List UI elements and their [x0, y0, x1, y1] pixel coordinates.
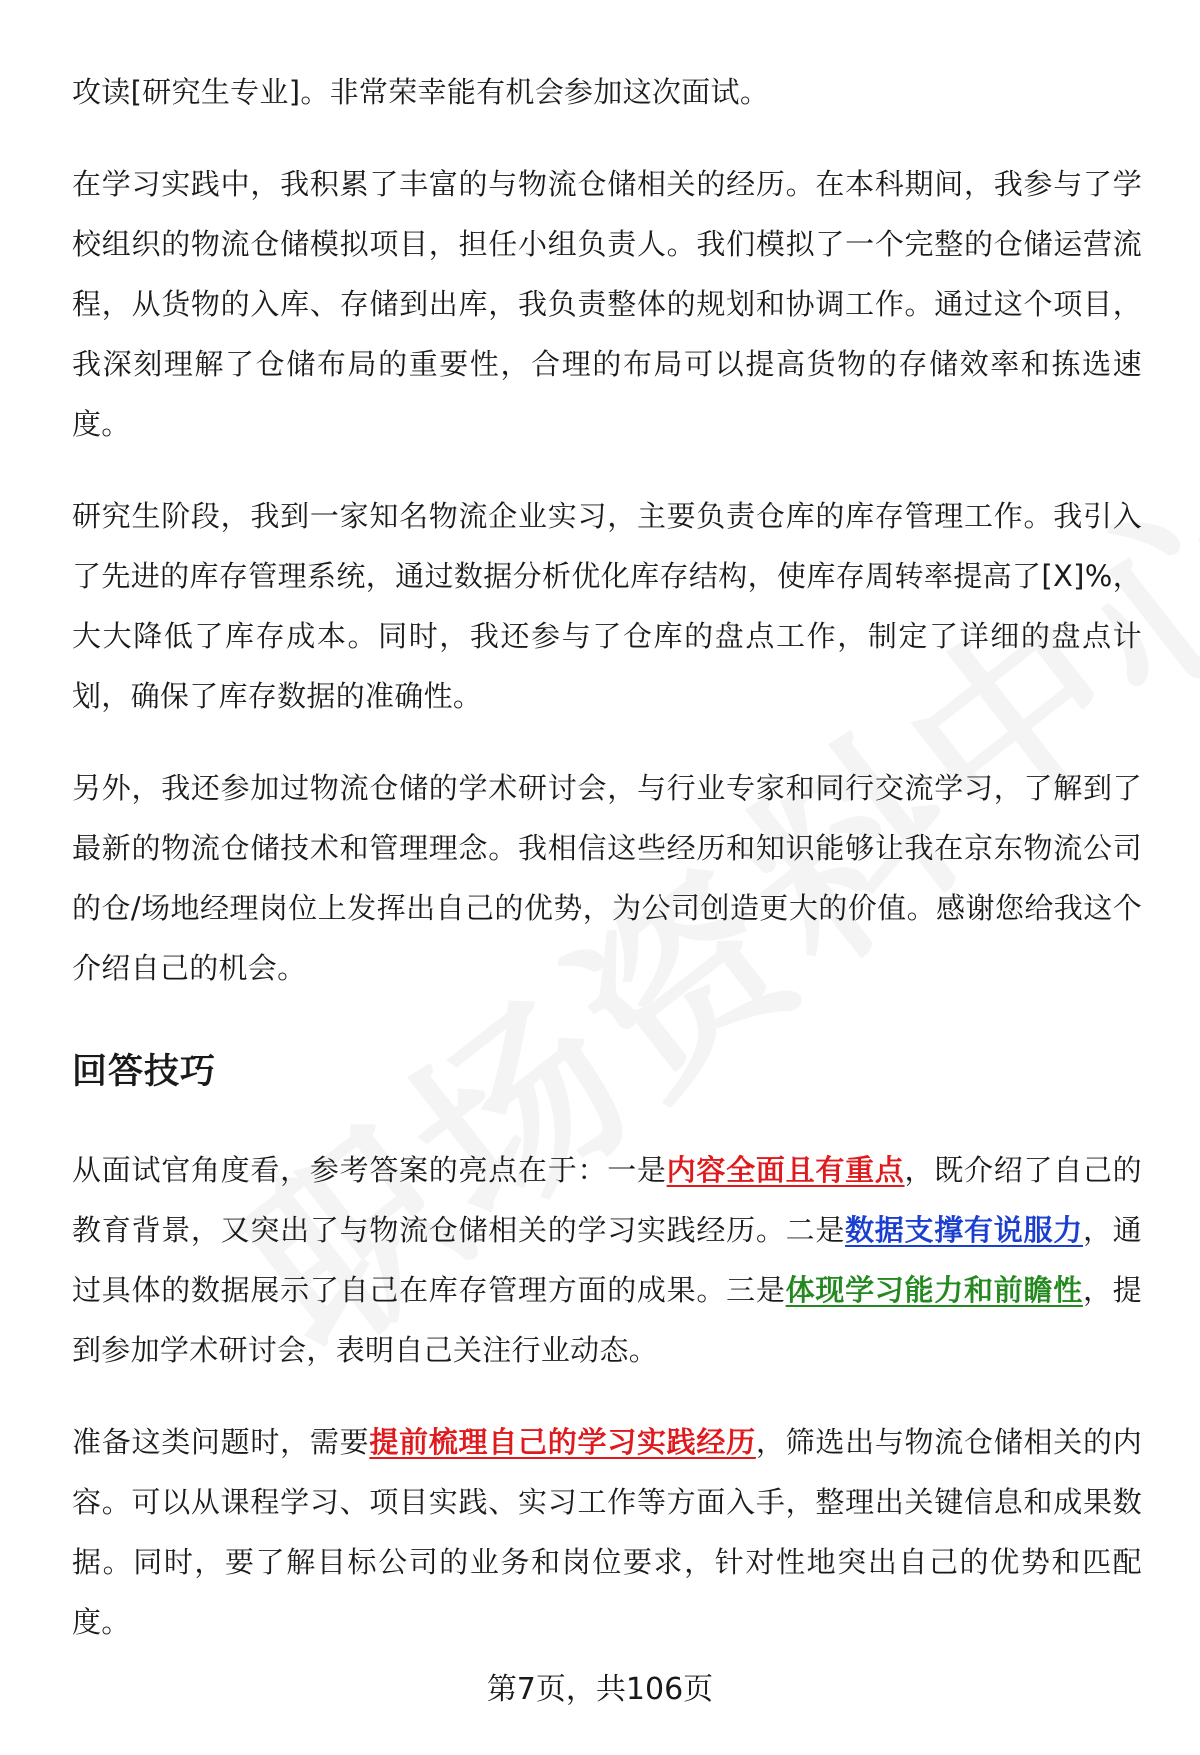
seminar-closing-paragraph: 另外，我还参加过物流仓储的学术研讨会，与行业专家和同行交流学习，了解到了最新的物流仓储技术和管理理念。我相信这些经历和知识能够让我在京东物流公司的仓/场地经理岗位上发挥出自己的优势，为公司创造更大的价值。感谢您给我这个介绍自己的机会。: [72, 771, 1142, 985]
prep-text-1: 准备这类问题时，需要: [72, 1425, 370, 1459]
tips-text-3: ，通过具体的数据展示了自己在库存管理方面的成果。三是: [72, 1213, 1142, 1307]
highlight-review-experience: 提前梳理自己的学习实践经历: [369, 1425, 756, 1459]
tips-text-4: ，提到参加学术研讨会，表明自己关注行业动态。: [72, 1273, 1142, 1367]
tips-text-1: 从面试官角度看，参考答案的亮点在于：一是: [72, 1153, 667, 1187]
highlight-comprehensive: 内容全面且有重点: [666, 1153, 905, 1187]
prep-text-2: ，筛选出与物流仓储相关的内容。可以从课程学习、项目实践、实习工作等方面入手，整理出关键信息和成果数据。同时，要了解目标公司的业务和岗位要求，针对性地突出自己的优势和匹配度。: [72, 1425, 1142, 1639]
internship-experience-paragraph: 研究生阶段，我到一家知名物流企业实习，主要负责仓库的库存管理工作。我引入了先进的库存管理系统，通过数据分析优化库存结构，使库存周转率提高了[X]%，大大降低了库存成本。同时，我还参与了仓库的盘点工作，制定了详细的盘点计划，确保了库存数据的准确性。: [72, 499, 1142, 713]
page-number-footer: 第7页，共106页: [486, 1672, 714, 1707]
highlight-learning-ability: 体现学习能力和前瞻性: [785, 1273, 1083, 1307]
tips-paragraph: [72, 1140, 1142, 1380]
highlight-data-support: 数据支撑有说服力: [845, 1213, 1083, 1247]
prep-paragraph: [72, 1412, 1142, 1652]
section-heading: 回答技巧: [72, 1052, 217, 1092]
tips-text-2: ，既介绍了自己的教育背景，又突出了与物流仓储相关的学习实践经历。二是: [72, 1153, 1142, 1247]
document-body: [72, 62, 1142, 1652]
undergrad-experience-paragraph: 在学习实践中，我积累了丰富的与物流仓储相关的经历。在本科期间，我参与了学校组织的物流仓储模拟项目，担任小组负责人。我们模拟了一个完整的仓储运营流程，从货物的入库、存储到出库，我负责整体的规划和协调工作。通过这个项目，我深刻理解了仓储布局的重要性，合理的布局可以提高货物的存储效率和拣选速度。: [72, 167, 1142, 441]
intro-paragraph-end: 攻读[研究生专业]。非常荣幸能有机会参加这次面试。: [72, 75, 770, 109]
